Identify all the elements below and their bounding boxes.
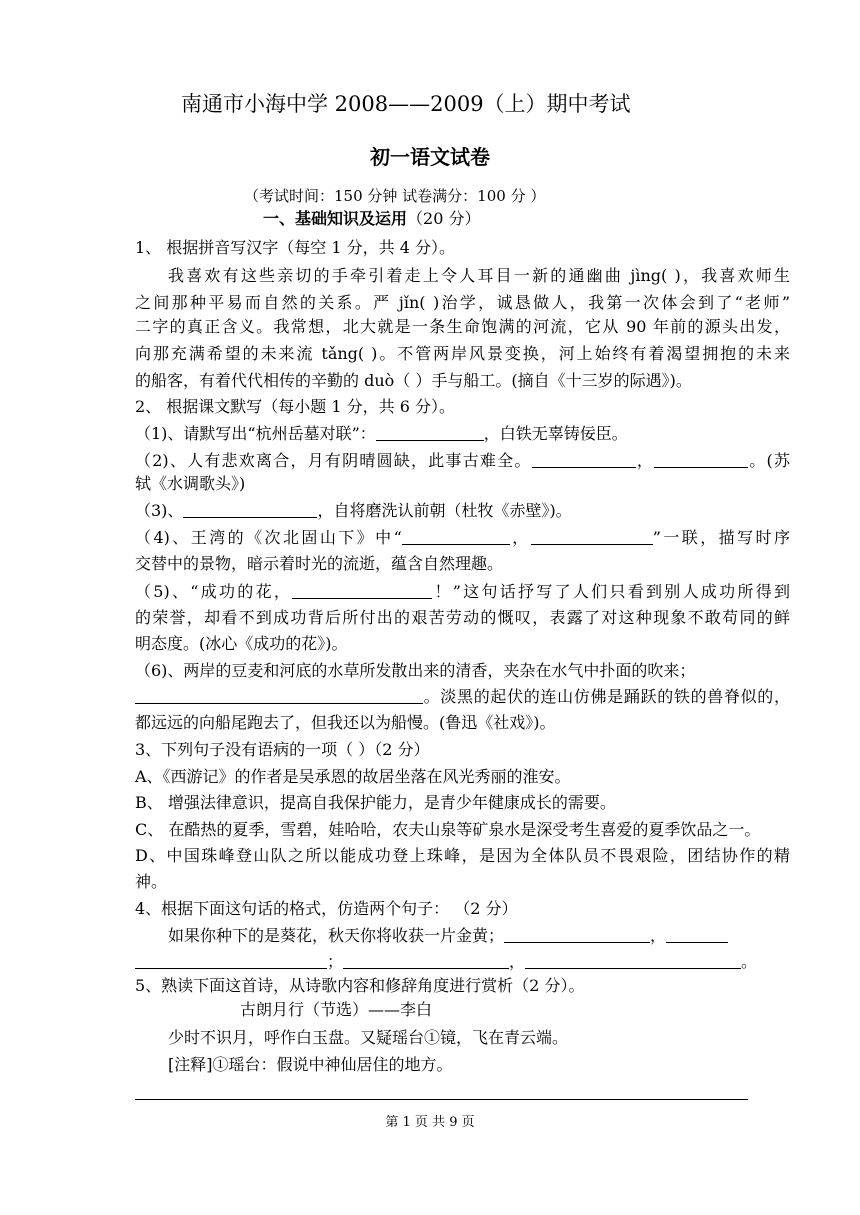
poem-line: 少时不识月，呼作白玉盘。又疑瑶台①镜，飞在青云端。 bbox=[168, 1028, 569, 1047]
answer-blank[interactable] bbox=[135, 953, 327, 969]
answer-blank[interactable] bbox=[376, 425, 484, 441]
answer-blank[interactable] bbox=[666, 927, 728, 943]
q3-title: 3、下列句子没有语病的一项（ ）（2 分） bbox=[135, 740, 430, 759]
q1-para-line: 的船客，有着代代相传的辛勤的 duò（ ）手与船工。(摘自《十三岁的际遇》)。 bbox=[135, 371, 692, 390]
exam-subtitle: 初一语文试卷 bbox=[370, 145, 490, 169]
q4-end: 。 bbox=[741, 952, 758, 971]
answer-blank[interactable] bbox=[292, 583, 432, 599]
section-heading bbox=[263, 209, 480, 229]
exam-title: 南通市小海中学 2008——2009（上）期中考试 bbox=[181, 92, 631, 116]
q4-sep: ； bbox=[327, 952, 344, 971]
footer-divider bbox=[135, 1099, 748, 1100]
q2-item-5-cont: 明态度。(冰心《成功的花》)。 bbox=[135, 634, 348, 653]
q2-item-6-rest: 。淡黑的起伏的连山仿佛是踊跃的铁的兽脊似的， bbox=[423, 687, 790, 706]
q3-option-a: A、《西游记》的作者是吴承恩的故居坐落在风光秀丽的淮安。 bbox=[135, 767, 571, 786]
q3-option-d: D、中国珠峰登山队之所以能成功登上珠峰，是因为全体队员不畏艰险，团结协作的精 bbox=[135, 846, 790, 865]
q2-item-6: （6)、两岸的豆麦和河底的水草所发散出来的清香，夹杂在水气中扑面的吹来； bbox=[135, 661, 696, 680]
poem-note: [注释]①瑶台：假说中神仙居住的地方。 bbox=[168, 1055, 453, 1074]
q1-para-line: 我喜欢有这些亲切的手牵引着走上令人耳目一新的通幽曲 jìng( )，我喜欢师生 bbox=[168, 266, 790, 285]
q2-item-2-cont: 轼《水调歌头》) bbox=[135, 474, 246, 493]
answer-blank[interactable] bbox=[525, 953, 741, 969]
q2-item-4-prompt: （4)、王湾的《次北固山下》中“ bbox=[135, 528, 402, 547]
q4-answer-line bbox=[135, 952, 790, 972]
q2-item-6-cont bbox=[135, 687, 790, 707]
answer-blank[interactable] bbox=[183, 502, 317, 518]
q4-title: 4、根据下面这句话的格式，仿造两个句子： （2 分） bbox=[135, 899, 518, 918]
q1-para-line: 之间那种平易而自然的关系。严 jǐn( )治学，诚恳做人，我第一次体会到了“老师” bbox=[135, 293, 790, 312]
answer-blank[interactable] bbox=[135, 688, 423, 704]
q2-item-6-cont: 都远远的向船尾跑去了，但我还以为船慢。(鲁迅《社戏》)。 bbox=[135, 713, 556, 732]
q1-para-line: 向那充满希望的未来流 tǎng( )。不管两岸风景变换，河上始终有着渴望拥抱的未来 bbox=[135, 344, 790, 363]
q2-item-5-rest: ！”这句话抒写了人们只看到别人成功所得到 bbox=[432, 582, 790, 601]
q2-item-1-rest: ，白铁无辜铸佞臣。 bbox=[483, 424, 628, 443]
section-heading-label: 一、基础知识及运用 bbox=[263, 209, 408, 228]
q2-item-5 bbox=[135, 582, 790, 602]
q2-item-5-cont: 的荣誉，却看不到成功背后所付出的艰苦劳动的慨叹，表露了对这种现象不敢苟同的鲜 bbox=[135, 608, 790, 627]
q2-item-1-prompt: （1)、请默写出“杭州岳墓对联”： bbox=[135, 424, 376, 443]
q2-item-2-rest: 。(苏 bbox=[748, 451, 790, 470]
q4-example-text: 如果你种下的是葵花，秋天你将收获一片金黄； bbox=[168, 926, 505, 945]
answer-blank[interactable] bbox=[343, 953, 509, 969]
q2-item-2-sep: ， bbox=[635, 451, 655, 470]
answer-blank[interactable] bbox=[654, 452, 748, 468]
q2-item-5-prompt: （5)、“成功的花， bbox=[135, 582, 293, 601]
q4-example bbox=[168, 926, 790, 946]
answer-blank[interactable] bbox=[532, 452, 636, 468]
answer-blank[interactable] bbox=[504, 927, 650, 943]
answer-blank[interactable] bbox=[531, 529, 653, 545]
q1-title: 1、 根据拼音写汉字（每空 1 分，共 4 分）。 bbox=[135, 238, 455, 257]
q3-option-d-cont: 神。 bbox=[135, 872, 168, 891]
q1-para-line: 二字的真正含义。我常想，北大就是一条生命饱满的河流，它从 90 年前的源头出发， bbox=[135, 317, 790, 336]
q2-item-3 bbox=[135, 501, 790, 521]
exam-info: （考试时间：150 分钟 试卷满分：100 分 ） bbox=[244, 187, 546, 205]
q4-sep: ， bbox=[509, 952, 526, 971]
poem-title: 古朗月行（节选）——李白 bbox=[240, 1000, 433, 1019]
q2-item-1 bbox=[135, 424, 790, 444]
q3-option-c: C、 在酷热的夏季，雪碧，娃哈哈，农夫山泉等矿泉水是深受考生喜爱的夏季饮品之一。 bbox=[135, 820, 761, 839]
page-number: 第 1 页 共 9 页 bbox=[385, 1115, 475, 1130]
q2-item-4-sep: ， bbox=[509, 528, 531, 547]
section-heading-score: （20 分） bbox=[407, 209, 481, 228]
q4-sep: ， bbox=[650, 926, 667, 945]
q2-item-4-cont: 交替中的景物，暗示着时光的流逝，蕴含自然理趣。 bbox=[135, 554, 504, 573]
q2-item-3-rest: ，自将磨洗认前朝（杜牧《赤壁》)。 bbox=[317, 501, 572, 520]
answer-blank[interactable] bbox=[402, 529, 510, 545]
q2-item-2 bbox=[135, 451, 790, 471]
q5-title: 5、熟读下面这首诗，从诗歌内容和修辞角度进行赏析（2 分）。 bbox=[135, 976, 585, 995]
q2-item-3-prompt: （3)、 bbox=[135, 501, 184, 520]
q2-item-2-prompt: （2)、人有悲欢离合，月有阴晴圆缺，此事古难全。 bbox=[135, 451, 532, 470]
q2-item-4-rest: ”一联，描写时序 bbox=[652, 528, 790, 547]
q3-option-b: B、 增强法律意识，提高自我保护能力，是青少年健康成长的需要。 bbox=[135, 793, 616, 812]
q2-item-4 bbox=[135, 528, 790, 548]
q2-title: 2、 根据课文默写（每小题 1 分，共 6 分）。 bbox=[135, 397, 455, 416]
